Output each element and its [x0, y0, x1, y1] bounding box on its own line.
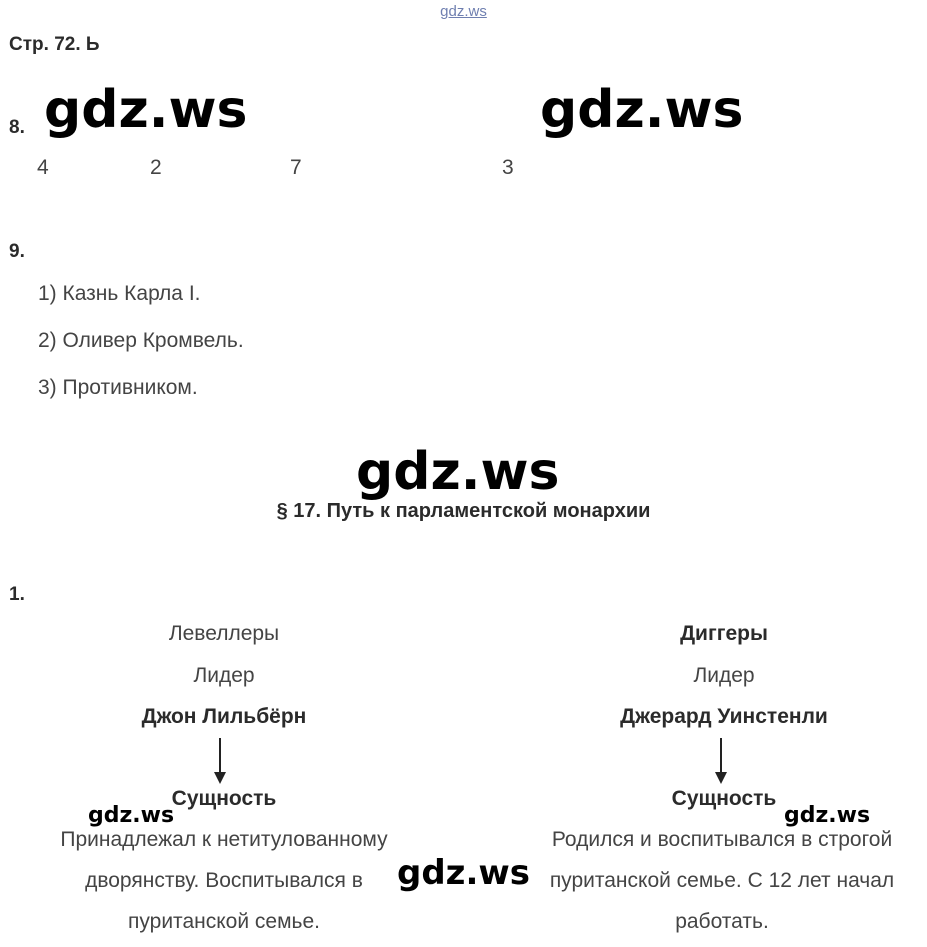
left-description: [20, 819, 428, 942]
watermark-small-right: gdz.ws: [784, 803, 871, 828]
watermark-large-right: gdz.ws: [540, 80, 744, 140]
task-8-answer-2: 2: [150, 156, 162, 179]
right-arrow-line: [720, 738, 722, 774]
task-9-item-2: 2) Оливер Кромвель.: [38, 329, 244, 352]
left-essence-label: Сущность: [171, 787, 277, 810]
watermark-large-center: gdz.ws: [356, 442, 560, 502]
task-8-answer-1: 4: [37, 156, 49, 179]
right-essence-label: Сущность: [671, 787, 777, 810]
right-description-line-2: пуританской семье. С 12 лет начал: [549, 869, 895, 892]
left-arrow-line: [219, 738, 221, 774]
task-1-number: 1.: [9, 584, 25, 605]
right-description-line-3: работать.: [675, 910, 769, 933]
task-8-answer-4: 3: [502, 156, 514, 179]
left-group-name: Левеллеры: [168, 622, 280, 645]
left-description-line-3: пуританской семье.: [128, 910, 320, 933]
right-group-name: Диггеры: [680, 622, 768, 645]
task-9-number: 9.: [9, 241, 25, 262]
right-description: [518, 819, 926, 942]
left-description-line-2: дворянству. Воспитывался в: [85, 869, 363, 892]
watermark-medium-center: gdz.ws: [397, 853, 531, 893]
right-arrow-head: [715, 772, 727, 784]
watermark-small-left: gdz.ws: [88, 803, 175, 828]
task-9-item-1: 1) Казнь Карла I.: [38, 282, 201, 305]
left-leader-label: Лидер: [193, 664, 255, 687]
section-title: § 17. Путь к парламентской монархии: [276, 500, 651, 522]
task-8-number: 8.: [9, 117, 25, 138]
page-reference: Стр. 72. Ь: [9, 34, 100, 55]
top-watermark-link[interactable]: gdz.ws: [440, 3, 487, 20]
right-leader-name: Джерард Уинстенли: [620, 705, 828, 728]
left-leader-name: Джон Лильбёрн: [141, 705, 307, 728]
watermark-large-left: gdz.ws: [44, 80, 248, 140]
right-leader-label: Лидер: [693, 664, 755, 687]
left-description-line-1: Принадлежал к нетитулованному: [60, 828, 388, 851]
left-arrow-head: [214, 772, 226, 784]
right-description-line-1: Родился и воспитывался в строгой: [551, 828, 893, 851]
task-8-answer-3: 7: [290, 156, 302, 179]
task-9-item-3: 3) Противником.: [38, 376, 198, 399]
